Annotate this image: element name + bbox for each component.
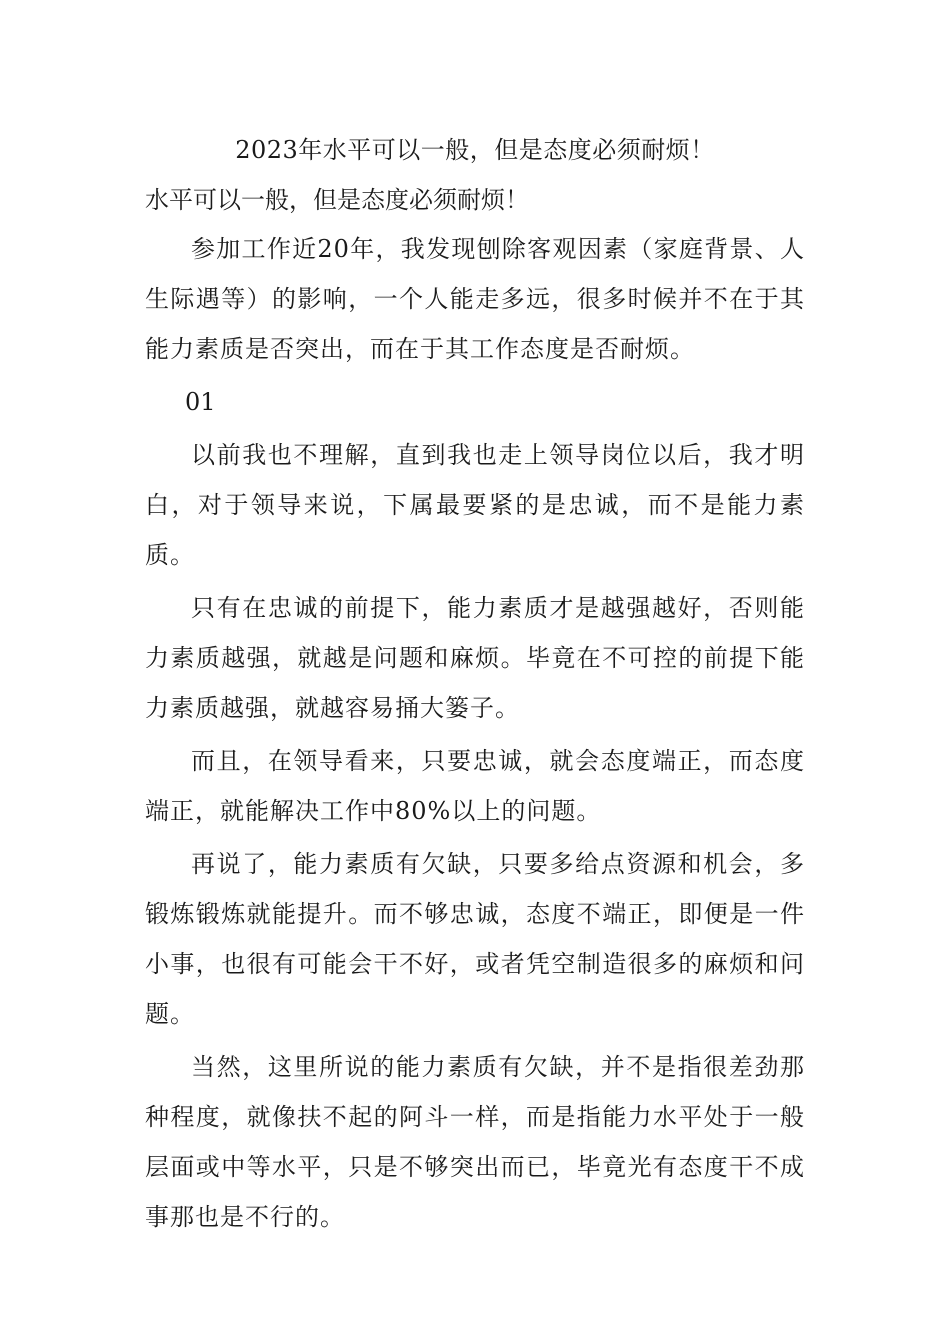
paragraph: 再说了，能力素质有欠缺，只要多给点资源和机会，多锻炼锻炼就能提升。而不够忠诚，态度不端正，即便是一件小事，也很有可能会干不好，或者凭空制造很多的麻烦和问题。 (145, 850, 805, 1028)
paragraph: 当然，这里所说的能力素质有欠缺，并不是指很差劲那种程度，就像扶不起的阿斗一样，而是指能力水平处于一般层面或中等水平，只是不够突出而已，毕竟光有态度干不成事那也是不行的。 (145, 1053, 805, 1231)
paragraph: 而且，在领导看来，只要忠诚，就会态度端正，而态度端正，就能解决工作中80%以上的问题。 (145, 747, 805, 825)
paragraph: 以前我也不理解，直到我也走上领导岗位以后，我才明白，对于领导来说，下属最要紧的是忠诚，而不是能力素质。 (145, 441, 805, 569)
document-body (145, 180, 805, 1245)
section-number: 01 (185, 388, 216, 416)
document-title: 2023年水平可以一般，但是态度必须耐烦！ (235, 136, 715, 164)
paragraph: 只有在忠诚的前提下，能力素质才是越强越好，否则能力素质越强，就越是问题和麻烦。毕竟在不可控的前提下能力素质越强，就越容易捅大篓子。 (145, 594, 805, 722)
document-subtitle: 水平可以一般，但是态度必须耐烦！ (145, 186, 529, 214)
paragraph: 参加工作近20年，我发现刨除客观因素（家庭背景、人生际遇等）的影响，一个人能走多远，很多时候并不在于其能力素质是否突出，而在于其工作态度是否耐烦。 (145, 235, 805, 363)
